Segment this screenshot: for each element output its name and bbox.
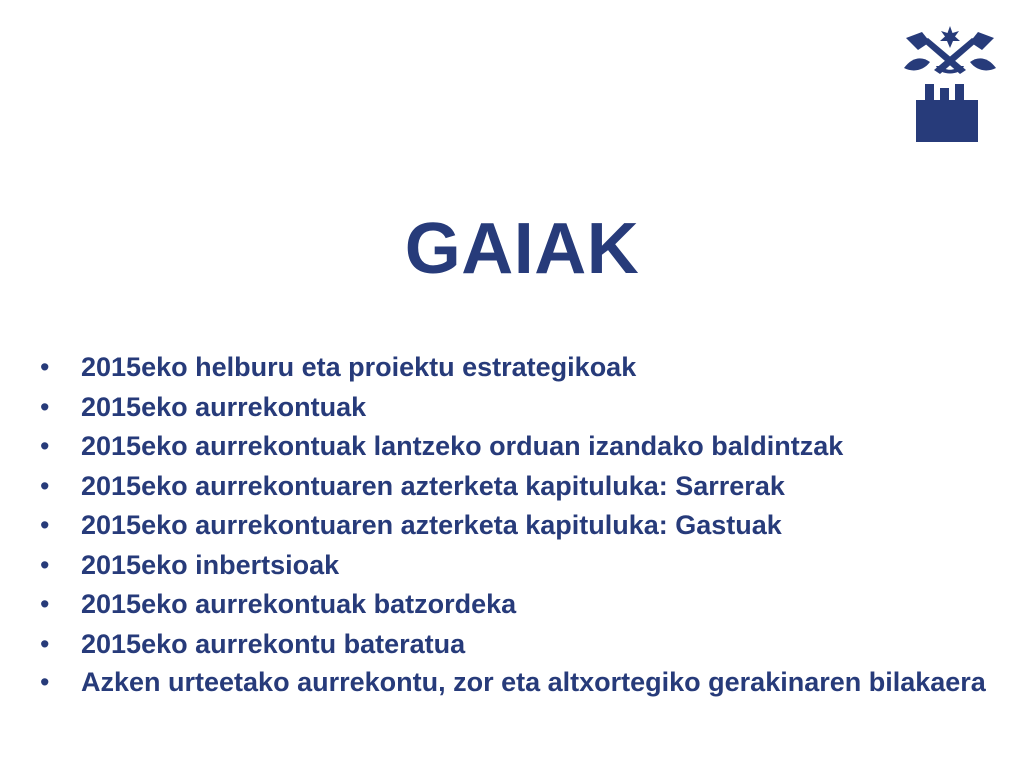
list-item-text: Azken urteetako aurrekontu, zor eta altxortegiko gerakinaren bilakaera [81,667,986,697]
list-item [40,388,1002,428]
list-item-text: 2015eko helburu eta proiektu estrategikoak [81,352,637,382]
list-item-text: 2015eko aurrekontuaren azterketa kapituluka: Sarrerak [81,470,785,501]
list-item [40,664,1002,697]
bullet-icon: • [40,510,50,540]
list-item-text: 2015eko aurrekontuak [81,391,367,422]
bullet-icon: • [40,667,50,697]
bullet-icon: • [40,391,50,422]
list-item [40,625,1002,665]
list-item-text: 2015eko aurrekontu bateratua [81,628,466,659]
list-item [40,585,1002,625]
list-item-text: 2015eko aurrekontuaren azterketa kapituluka: Gastuak [81,510,782,540]
list-item-text: 2015eko aurrekontuak lantzeko orduan izandako baldintzak [81,431,844,461]
list-item [40,467,1002,507]
list-item-text: 2015eko inbertsioak [81,549,340,580]
bullet-icon: • [40,352,50,382]
bullet-icon: • [40,589,50,619]
bullet-icon: • [40,628,50,659]
topic-list [40,348,1002,697]
slide-title: GAIAK [404,209,640,289]
list-item [40,546,1002,586]
list-item [40,348,1002,388]
list-item [40,506,1002,546]
list-item [40,427,1002,467]
list-item-text: 2015eko aurrekontuak batzordeka [81,589,517,619]
emblem-logo-icon [900,24,1000,144]
bullet-icon: • [40,470,50,501]
bullet-icon: • [40,431,50,461]
bullet-icon: • [40,549,50,580]
